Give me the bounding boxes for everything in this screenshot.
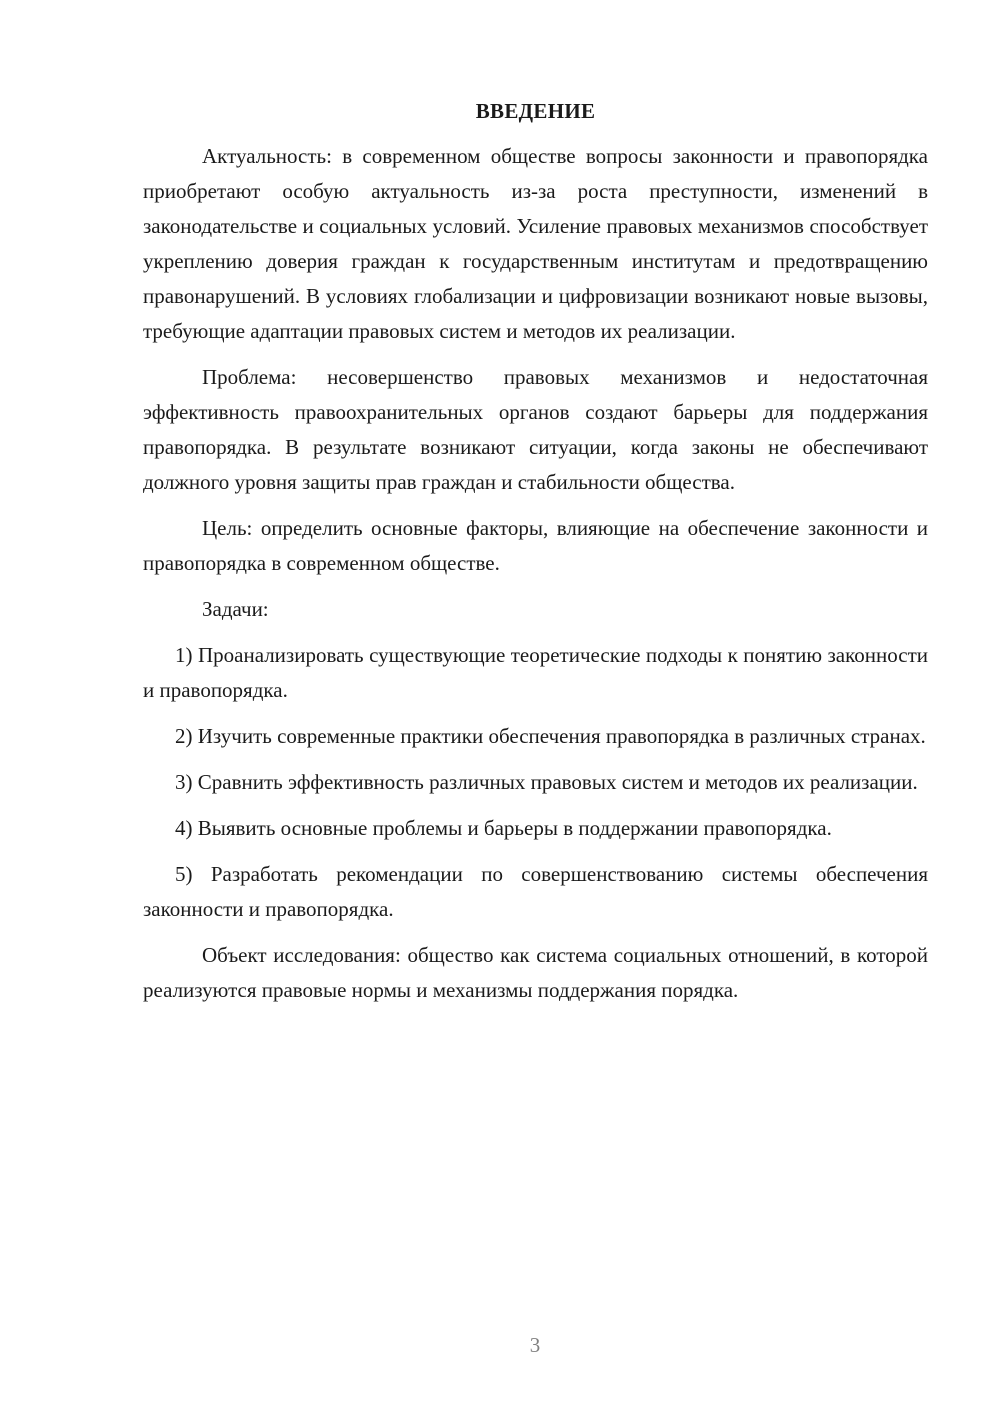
paragraph-relevance: Актуальность: в современном обществе вопросы законности и правопорядка приобретают особую актуальность из-за роста преступности, изменений в законодательстве и социальных условий. Усиление правовых механизмов способствует укреплению доверия граждан к государственным институтам и предотвращению правонарушений. В условиях глобализации и цифровизации возникают новые вызовы, требующие адаптации правовых систем и методов их реализации.	[143, 144, 928, 343]
page-number: 3	[529, 1333, 541, 1357]
paragraph-tasks-heading: Задачи:	[202, 597, 269, 621]
paragraph-research-object: Объект исследования: общество как система социальных отношений, в которой реализуются правовые нормы и механизмы поддержания порядка.	[143, 943, 928, 1002]
task-item-4: 4) Выявить основные проблемы и барьеры в поддержании правопорядка.	[175, 816, 832, 840]
task-item-2: 2) Изучить современные практики обеспечения правопорядка в различных странах.	[175, 724, 926, 748]
task-item-3: 3) Сравнить эффективность различных правовых систем и методов их реализации.	[175, 770, 918, 794]
page-title: ВВЕДЕНИЕ	[475, 99, 596, 123]
paragraph-problem: Проблема: несовершенство правовых механизмов и недостаточная эффективность правоохранительных органов создают барьеры для поддержания правопорядка. В результате возникают ситуации, когда законы не обеспечивают должного уровня защиты прав граждан и стабильности общества.	[143, 365, 928, 494]
task-item-1: 1) Проанализировать существующие теоретические подходы к понятию законности и правопорядка.	[143, 643, 928, 702]
paragraph-goal: Цель: определить основные факторы, влияющие на обеспечение законности и правопорядка в современном обществе.	[143, 516, 928, 575]
task-item-5: 5) Разработать рекомендации по совершенствованию системы обеспечения законности и правопорядка.	[143, 862, 928, 921]
page-content	[143, 98, 928, 1019]
